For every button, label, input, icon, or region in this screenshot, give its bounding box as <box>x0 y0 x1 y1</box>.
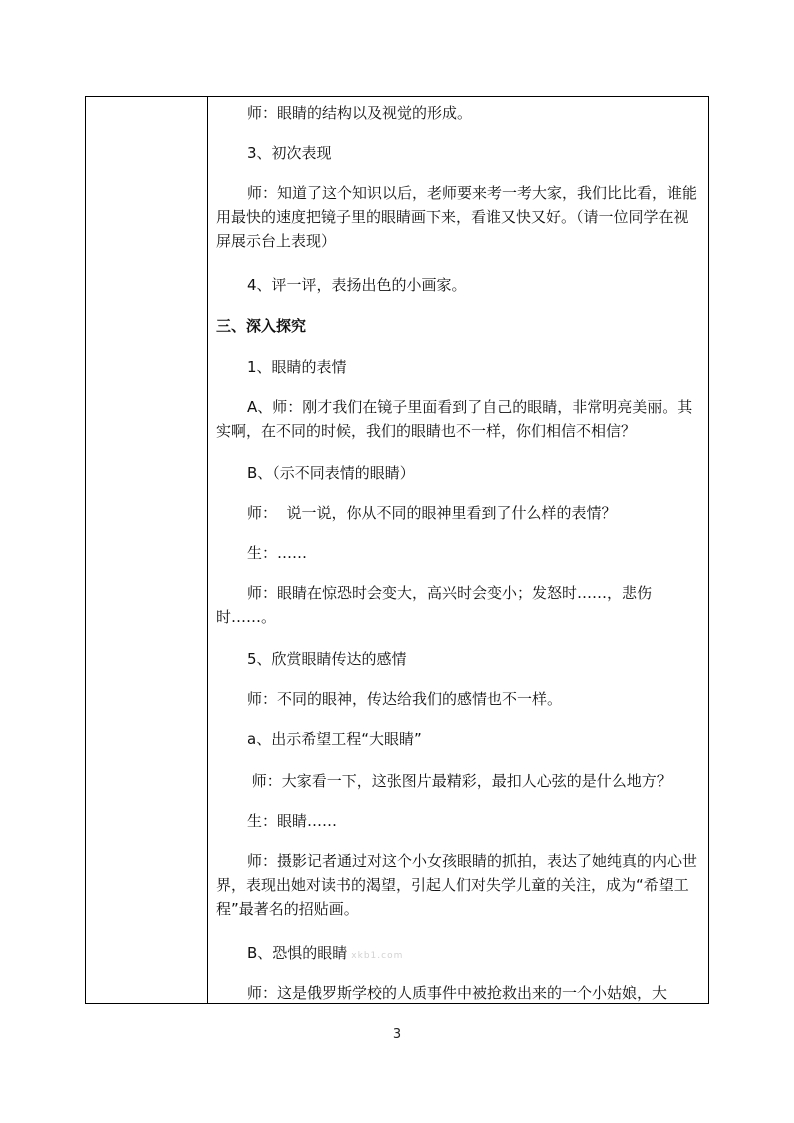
page-number: 3 <box>392 1027 402 1042</box>
watermark-text: xkb1.com <box>351 951 404 961</box>
paragraph: 师：不同的眼神，传达给我们的感情也不一样。 <box>247 690 563 708</box>
paragraph: 师： 说一说，你从不同的眼神里看到了什么样的表情？ <box>247 504 617 522</box>
paragraph: 生：眼睛…… <box>247 812 338 830</box>
paragraph: 师：知道了这个知识以后，老师要来考一考大家，我们比比看，谁能用最快的速度把镜子里的眼睛画下来，看谁又快又好。（请一位同学在视屏展示台上表现） <box>216 184 698 250</box>
paragraph-text: B、恐惧的眼睛 <box>247 944 348 962</box>
paragraph: A、师：刚才我们在镜子里面看到了自己的眼睛，非常明亮美丽。其实啊，在不同的时候，我们的眼睛也不一样，你们相信不相信？ <box>216 398 693 440</box>
paragraph: 师：眼睛在惊恐时会变大，高兴时会变小；发怒时……，悲伤时……。 <box>216 584 653 626</box>
paragraph: 师：这是俄罗斯学校的人质事件中被抢救出来的一个小姑娘，大 <box>247 984 668 1002</box>
lesson-table <box>85 96 709 1004</box>
paragraph: 师：摄影记者通过对这个小女孩眼睛的抓拍，表达了她纯真的内心世界，表现出她对读书的渴望，引起人们对失学儿童的关注，成为“希望工程”最著名的招贴画。 <box>216 852 698 918</box>
paragraph: B、（示不同表情的眼睛） <box>247 464 415 482</box>
table-left-cell <box>86 97 208 1003</box>
paragraph: 师：大家看一下，这张图片最精彩，最扣人心弦的是什么地方？ <box>247 772 672 790</box>
paragraph: a、出示希望工程“大眼睛” <box>247 730 422 748</box>
paragraph <box>216 941 700 968</box>
section-heading: 三、深入探究 <box>216 317 307 335</box>
paragraph: 1、眼睛的表情 <box>247 358 347 376</box>
paragraph: 5、欣赏眼睛传达的感情 <box>247 650 407 668</box>
table-content-cell <box>208 97 708 1003</box>
paragraph: 3、初次表现 <box>247 144 332 162</box>
paragraph: 生：…… <box>247 544 308 562</box>
paragraph: 师：眼睛的结构以及视觉的形成。 <box>247 104 473 122</box>
paragraph: 4、评一评，表扬出色的小画家。 <box>247 276 467 294</box>
